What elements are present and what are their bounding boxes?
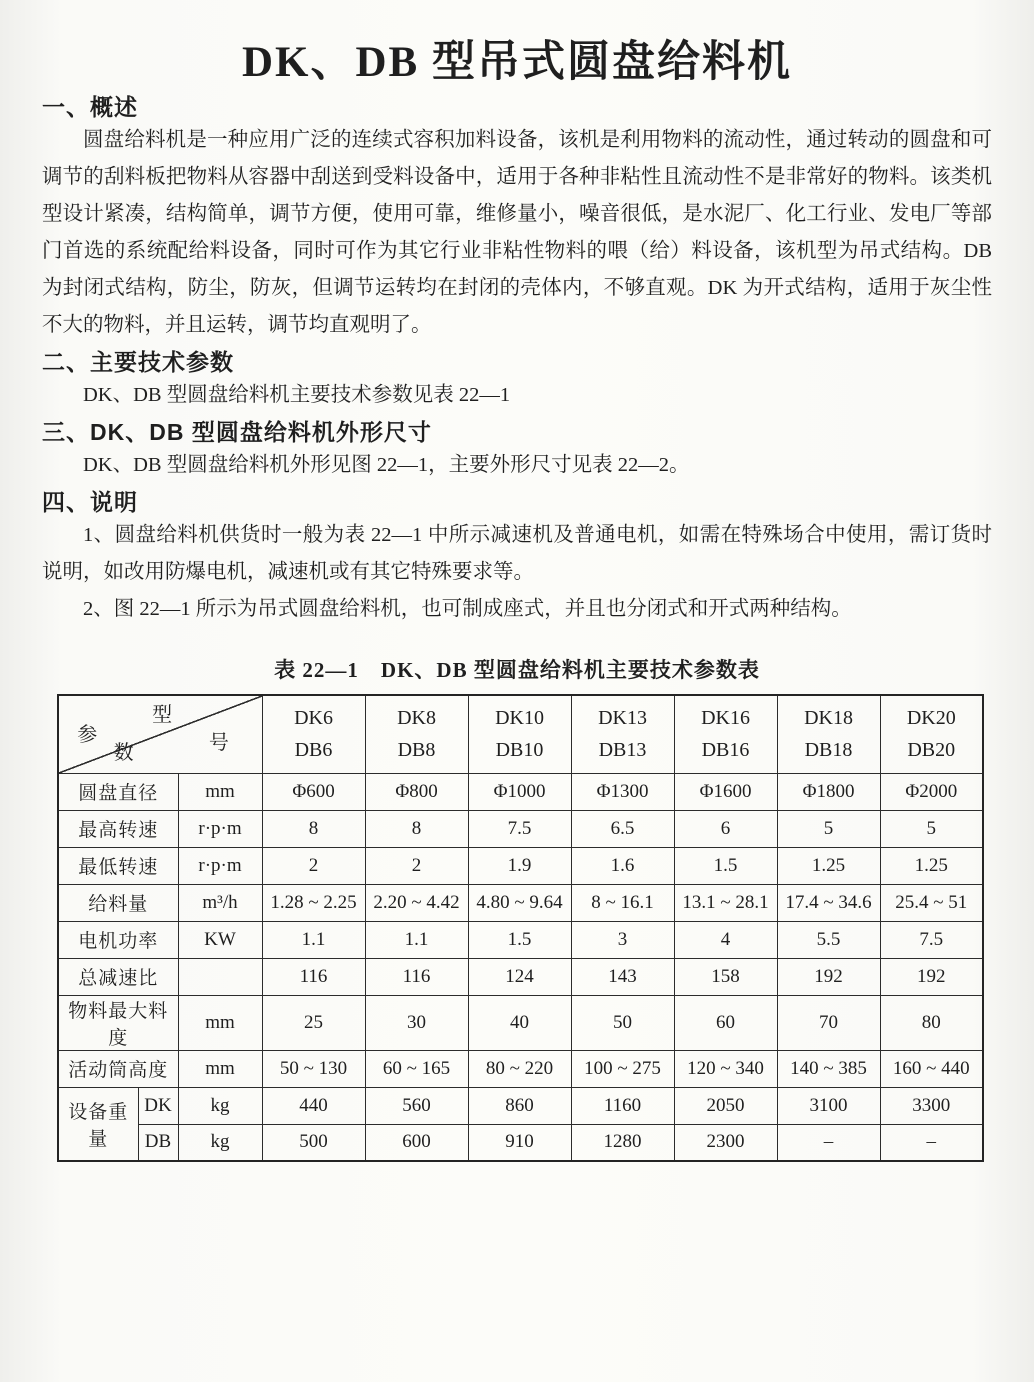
- table-row-sleeve-height: [58, 1050, 983, 1087]
- value-cell: 80 ~ 220: [468, 1050, 571, 1087]
- table-row-max-speed: [58, 810, 983, 847]
- value-cell: 70: [777, 995, 880, 1050]
- value-cell: 3: [571, 921, 674, 958]
- value-cell: 3300: [880, 1087, 983, 1124]
- param-sub-label: DK: [138, 1087, 178, 1124]
- note-item-2: 2、图 22—1 所示为吊式圆盘给料机，也可制成座式，并且也分闭式和开式两种结构。: [83, 598, 852, 620]
- table-corner-cell: [58, 695, 262, 773]
- param-unit: r·p·m: [178, 847, 262, 884]
- model-dk-label: DK13: [598, 707, 647, 730]
- section-heading-dimensions: 三、DK、DB 型圆盘给料机外形尺寸: [42, 419, 432, 445]
- model-header: [365, 695, 468, 773]
- value-cell: 440: [262, 1087, 365, 1124]
- value-cell: 60: [674, 995, 777, 1050]
- value-cell: 50 ~ 130: [262, 1050, 365, 1087]
- value-cell: 1.25: [880, 847, 983, 884]
- param-name: 活动筒高度: [58, 1050, 178, 1087]
- param-unit: r·p·m: [178, 810, 262, 847]
- param-sub-label: DB: [138, 1124, 178, 1161]
- value-cell: 25: [262, 995, 365, 1050]
- model-dk-label: DK18: [804, 707, 853, 730]
- page-title: DK、DB 型吊式圆盘给料机: [242, 39, 792, 86]
- param-name: 电机功率: [58, 921, 178, 958]
- value-cell: 8 ~ 16.1: [571, 884, 674, 921]
- table-row-disc-diameter: [58, 773, 983, 810]
- table-row-feed-rate: [58, 884, 983, 921]
- value-cell: 1.9: [468, 847, 571, 884]
- value-cell: 100 ~ 275: [571, 1050, 674, 1087]
- value-cell: 6.5: [571, 810, 674, 847]
- table-caption: 表 22—1 DK、DB 型圆盘给料机主要技术参数表: [274, 658, 760, 682]
- section-heading-notes: 四、说明: [42, 489, 138, 515]
- model-dk-label: DK8: [397, 707, 436, 730]
- value-cell: 1.6: [571, 847, 674, 884]
- value-cell: 8: [262, 810, 365, 847]
- model-header: [880, 695, 983, 773]
- value-cell: 910: [468, 1124, 571, 1161]
- value-cell: 40: [468, 995, 571, 1050]
- value-cell: 124: [468, 958, 571, 995]
- value-cell: 1160: [571, 1087, 674, 1124]
- param-unit: m³/h: [178, 884, 262, 921]
- value-cell: 1.5: [674, 847, 777, 884]
- value-cell: 1.28 ~ 2.25: [262, 884, 365, 921]
- value-cell: 7.5: [468, 810, 571, 847]
- value-cell: Φ1800: [777, 773, 880, 810]
- parameters-table: [57, 694, 984, 1162]
- table-row-min-speed: [58, 847, 983, 884]
- value-cell: 7.5: [880, 921, 983, 958]
- model-dk-label: DK20: [906, 707, 956, 730]
- value-cell: –: [880, 1124, 983, 1161]
- model-db-label: DB10: [495, 739, 544, 762]
- model-header: [674, 695, 777, 773]
- model-db-label: DB8: [397, 739, 436, 762]
- value-cell: Φ600: [262, 773, 365, 810]
- param-unit: kg: [178, 1087, 262, 1124]
- model-header: [777, 695, 880, 773]
- param-name: 给料量: [58, 884, 178, 921]
- value-cell: 80: [880, 995, 983, 1050]
- param-unit: [178, 958, 262, 995]
- value-cell: 1.5: [468, 921, 571, 958]
- model-header: [262, 695, 365, 773]
- param-unit: KW: [178, 921, 262, 958]
- value-cell: 1.25: [777, 847, 880, 884]
- model-dk-label: DK6: [294, 707, 333, 730]
- value-cell: 4.80 ~ 9.64: [468, 884, 571, 921]
- table-header-row: [58, 695, 983, 773]
- dimensions-paragraph: DK、DB 型圆盘给料机外形见图 22—1，主要外形尺寸见表 22—2。: [83, 454, 690, 476]
- table-row-motor-power: [58, 921, 983, 958]
- value-cell: 860: [468, 1087, 571, 1124]
- value-cell: Φ2000: [880, 773, 983, 810]
- value-cell: 2.20 ~ 4.42: [365, 884, 468, 921]
- param-unit: mm: [178, 773, 262, 810]
- value-cell: 3100: [777, 1087, 880, 1124]
- value-cell: 4: [674, 921, 777, 958]
- model-dk-label: DK16: [701, 707, 750, 730]
- param-name: 圆盘直径: [58, 773, 178, 810]
- value-cell: 158: [674, 958, 777, 995]
- value-cell: 140 ~ 385: [777, 1050, 880, 1087]
- value-cell: 5: [777, 810, 880, 847]
- value-cell: Φ1000: [468, 773, 571, 810]
- corner-label-model-char2: 号: [208, 731, 229, 754]
- table-row-weight-db: [58, 1124, 983, 1161]
- section-heading-overview: 一、概述: [42, 94, 138, 120]
- value-cell: 2: [365, 847, 468, 884]
- corner-label-model-char1: 型: [152, 704, 173, 727]
- param-unit: mm: [178, 995, 262, 1050]
- value-cell: Φ800: [365, 773, 468, 810]
- overview-paragraph: 圆盘给料机是一种应用广泛的连续式容积加料设备，该机是利用物料的流动性，通过转动的圆盘和可调节的刮料板把物料从容器中刮送到受料设备中，适用于各种非粘性且流动性不是非常好的物料。该类机型设计紧凑，结构简单，调节方便，使用可靠，维修量小，噪音很低，是水泥厂、化工行业、发电厂等部门首选的系统配给料设备，同时可作为其它行业非粘性物料的喂（给）料设备，该机型为吊式结构。DB 为封闭式结构，防尘，防灰，但调节运转均在封闭的壳体内，不够直观。DK 为开式结构，适用于灰尘性不大的物料，并且运转，调节均直观明了。: [42, 129, 992, 336]
- model-header: [571, 695, 674, 773]
- value-cell: 1280: [571, 1124, 674, 1161]
- param-name: 总减速比: [58, 958, 178, 995]
- value-cell: 560: [365, 1087, 468, 1124]
- corner-label-param-char2: 数: [113, 742, 134, 765]
- value-cell: 5: [880, 810, 983, 847]
- value-cell: Φ1300: [571, 773, 674, 810]
- value-cell: 8: [365, 810, 468, 847]
- model-db-label: DB18: [804, 739, 853, 762]
- value-cell: 143: [571, 958, 674, 995]
- param-name: 最高转速: [58, 810, 178, 847]
- param-name: 物料最大料度: [58, 995, 178, 1050]
- value-cell: 600: [365, 1124, 468, 1161]
- note-item-1: 1、圆盘给料机供货时一般为表 22—1 中所示减速机及普通电机，如需在特殊场合中使用，需订货时说明，如改用防爆电机，减速机或有其它特殊要求等。: [42, 524, 992, 583]
- value-cell: 192: [777, 958, 880, 995]
- value-cell: 192: [880, 958, 983, 995]
- model-db-label: DB6: [294, 739, 333, 762]
- value-cell: 116: [365, 958, 468, 995]
- value-cell: 6: [674, 810, 777, 847]
- param-name: 最低转速: [58, 847, 178, 884]
- section-heading-parameters: 二、主要技术参数: [42, 349, 234, 375]
- value-cell: 2: [262, 847, 365, 884]
- table-row-max-lump-size: [58, 995, 983, 1050]
- value-cell: 500: [262, 1124, 365, 1161]
- param-unit: mm: [178, 1050, 262, 1087]
- value-cell: 120 ~ 340: [674, 1050, 777, 1087]
- param-unit: kg: [178, 1124, 262, 1161]
- param-name-group: 设备重量: [58, 1087, 138, 1161]
- model-header: [468, 695, 571, 773]
- model-db-label: DB16: [701, 739, 750, 762]
- value-cell: Φ1600: [674, 773, 777, 810]
- value-cell: 1.1: [262, 921, 365, 958]
- value-cell: 17.4 ~ 34.6: [777, 884, 880, 921]
- value-cell: 25.4 ~ 51: [880, 884, 983, 921]
- value-cell: 60 ~ 165: [365, 1050, 468, 1087]
- parameters-paragraph: DK、DB 型圆盘给料机主要技术参数见表 22—1: [83, 384, 511, 406]
- value-cell: –: [777, 1124, 880, 1161]
- model-dk-label: DK10: [495, 707, 544, 730]
- value-cell: 13.1 ~ 28.1: [674, 884, 777, 921]
- value-cell: 1.1: [365, 921, 468, 958]
- value-cell: 2300: [674, 1124, 777, 1161]
- value-cell: 5.5: [777, 921, 880, 958]
- table-row-weight-dk: [58, 1087, 983, 1124]
- corner-label-param-char1: 参: [77, 724, 98, 747]
- value-cell: 116: [262, 958, 365, 995]
- model-db-label: DB13: [598, 739, 647, 762]
- model-db-label: DB20: [907, 739, 956, 762]
- value-cell: 30: [365, 995, 468, 1050]
- value-cell: 160 ~ 440: [880, 1050, 983, 1087]
- table-row-reduction-ratio: [58, 958, 983, 995]
- value-cell: 50: [571, 995, 674, 1050]
- value-cell: 2050: [674, 1087, 777, 1124]
